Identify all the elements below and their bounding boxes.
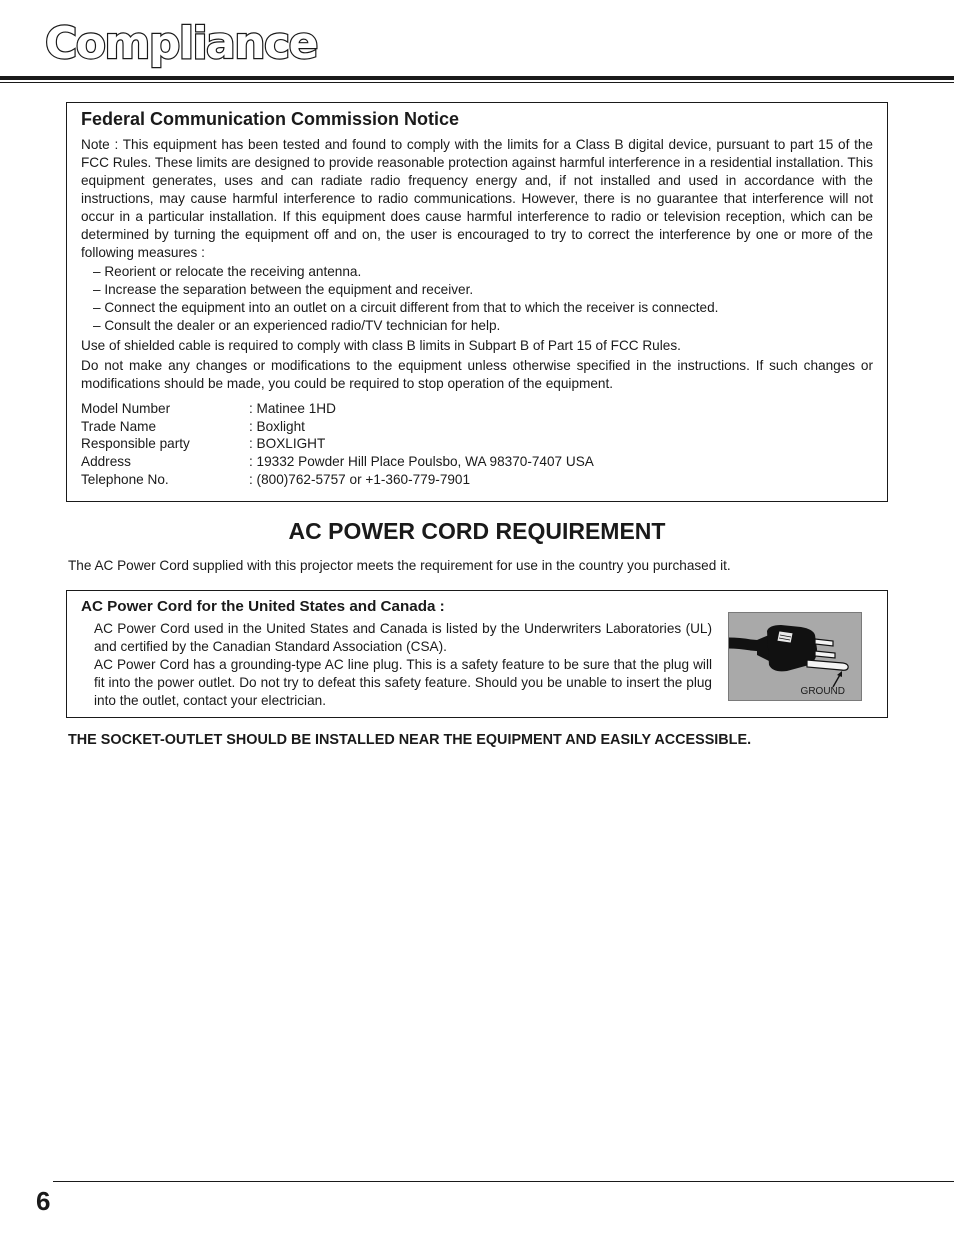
fcc-notice-box [66,102,888,502]
fcc-measure-item: – Connect the equipment into an outlet on a circuit different from that to which the receiver is connected. [93,300,719,315]
info-value: : (800)762-5757 or +1-360-779-7901 [249,472,471,487]
grounding-plug-illustration [728,612,862,701]
info-row-model [81,400,336,418]
info-value: : Matinee 1HD [249,401,336,416]
fcc-measure-item: – Consult the dealer or an experienced radio/TV technician for help. [93,318,501,333]
info-label: Telephone No. [81,472,169,487]
page-number: 6 [36,1186,51,1216]
ac-grounding-paragraph: AC Power Cord has a grounding-type AC line plug. This is a safety feature to be sure that the plug will fit into the power outlet. Do not try to defeat this safety feature. Should you be unable to insert the plug into the outlet, contact your electrician. [94,657,712,708]
title-rule [0,76,954,80]
fcc-shielded-cable-paragraph: Use of shielded cable is required to comply with class B limits in Subpart B of Part 15 of FCC Rules. [81,338,681,353]
ac-section-heading: AC POWER CORD REQUIREMENT [288,518,666,544]
title-rule-thin [0,82,954,83]
ac-intro-text: The AC Power Cord supplied with this projector meets the requirement for use in the country you purchased it. [68,558,731,573]
ground-label: GROUND [800,686,845,697]
fcc-heading: Federal Communication Commission Notice [81,109,460,129]
ac-box-heading: AC Power Cord for the United States and Canada : [81,598,445,615]
info-label: Model Number [81,401,171,416]
footer-rule [53,1181,954,1182]
info-label: Address [81,454,131,469]
info-row-trade-name [81,418,305,436]
info-row-responsible-party [81,435,325,453]
fcc-note-paragraph: Note : This equipment has been tested and found to comply with the limits for a Class B digital device, pursuant to part 15 of the FCC Rules. These limits are designed to provide reasonable protection against harmful interference in a residential installation. This equipment generates, uses and can radiate radio frequency energy and, if not installed and used in accordance with the instructions, may cause harmful interference to radio communications. However, there is no guarantee that interference will not occur in a particular installation. If this equipment does cause harmful interference to radio or television reception, which can be determined by turning the equipment off and on, the user is encouraged to try to correct the interference by one or more of the following measures : [81,137,873,260]
fcc-modifications-paragraph: Do not make any changes or modifications to the equipment unless otherwise specified in the instructions. If such changes or modifications should be made, you could be required to stop operation of the equipment. [81,358,873,391]
fcc-measure-item: – Increase the separation between the equipment and receiver. [93,282,474,297]
info-value: : BOXLIGHT [249,436,326,451]
info-value: : Boxlight [249,419,305,434]
info-row-telephone [81,471,470,489]
fcc-measure-item: – Reorient or relocate the receiving antenna. [93,264,362,279]
ac-ul-csa-paragraph: AC Power Cord used in the United States and Canada is listed by the Underwriters Laboratories (UL) and certified by the Canadian Standard Association (CSA). [94,621,712,654]
page-title: Compliance [45,18,317,69]
socket-outlet-notice: THE SOCKET-OUTLET SHOULD BE INSTALLED NEAR THE EQUIPMENT AND EASILY ACCESSIBLE. [68,732,752,748]
info-value: : 19332 Powder Hill Place Poulsbo, WA 98370-7407 USA [249,454,594,469]
info-label: Responsible party [81,436,190,451]
info-row-address [81,453,594,471]
ac-power-cord-box [66,590,888,718]
info-label: Trade Name [81,419,157,434]
